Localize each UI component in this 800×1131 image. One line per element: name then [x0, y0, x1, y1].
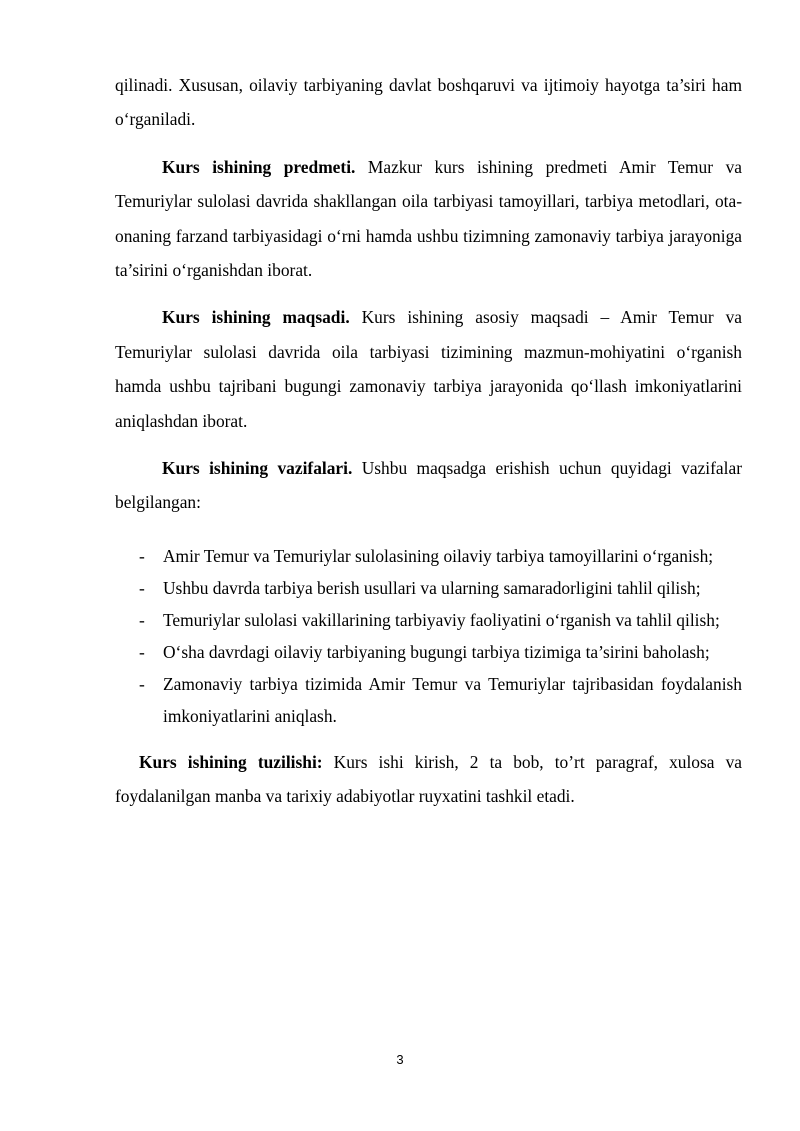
list-item-text: Zamonaviy tarbiya tizimida Amir Temur va Temuriylar tajribasidan foydalanish imkoniyatlarini aniqlash. — [163, 673, 742, 726]
tasks-paragraph — [115, 451, 742, 520]
list-dash: - — [139, 577, 145, 598]
document-page — [115, 68, 742, 814]
subject-heading: Kurs ishining predmeti. — [162, 156, 356, 177]
page-number: 3 — [396, 1052, 404, 1067]
list-item-text: Temuriylar sulolasi vakillarining tarbiyaviy faoliyatini o‘rganish va tahlil qilish; — [163, 609, 720, 630]
tasks-text: Ushbu maqsadga erishish uchun quyidagi vazifalar belgilangan: — [115, 458, 742, 513]
tasks-list — [115, 540, 742, 732]
tasks-heading: Kurs ishining vazifalari. — [162, 458, 353, 479]
structure-paragraph — [115, 745, 742, 814]
subject-text: Mazkur kurs ishining predmeti Amir Temur va Temuriylar sulolasi davrida shakllangan oila tarbiyasi tamoyillari, tarbiya metodlari, ota-onaning farzand tarbiyasidagi o‘rni hamda ushbu tizimning zamonaviy tarbiya jarayoniga ta’sirini o‘rganishdan iborat. — [115, 156, 742, 281]
list-item-text: Amir Temur va Temuriylar sulolasining oilaviy tarbiya tamoyillarini o‘rganish; — [163, 545, 714, 566]
list-item-text: Ushbu davrda tarbiya berish usullari va ularning samaradorligini tahlil qilish; — [163, 577, 701, 598]
list-item — [115, 668, 742, 732]
structure-text: Kurs ishi kirish, 2 ta bob, to’rt paragraf, xulosa va foydalanilgan manba va tarixiy adabiyotlar ruyxatini tashkil etadi. — [115, 751, 742, 807]
list-dash: - — [139, 545, 145, 566]
intro-paragraph: qilinadi. Xususan, oilaviy tarbiyaning davlat boshqaruvi va ijtimoiy hayotga ta’siri ham o‘rganiladi. — [115, 75, 742, 130]
goal-paragraph — [115, 300, 742, 438]
list-item-text: O‘sha davrdagi oilaviy tarbiyaning bugungi tarbiya tizimiga ta’sirini baholash; — [163, 641, 710, 662]
goal-text: Kurs ishining asosiy maqsadi – Amir Temur va Temuriylar sulolasi davrida oila tarbiyasi tizimining mazmun-mohiyatini o‘rganish hamda ushbu tajribani bugungi zamonaviy tarbiya jarayonida qo‘llash imkoniyatlarini aniqlashdan iborat. — [115, 307, 742, 431]
subject-paragraph — [115, 150, 742, 288]
structure-heading: Kurs ishining tuzilishi: — [139, 751, 323, 772]
list-dash: - — [139, 673, 145, 694]
list-item — [115, 572, 742, 604]
goal-heading: Kurs ishining maqsadi. — [162, 307, 350, 328]
list-dash: - — [139, 609, 145, 630]
list-item — [115, 636, 742, 668]
list-item — [115, 540, 742, 572]
list-dash: - — [139, 641, 145, 662]
list-item — [115, 604, 742, 636]
